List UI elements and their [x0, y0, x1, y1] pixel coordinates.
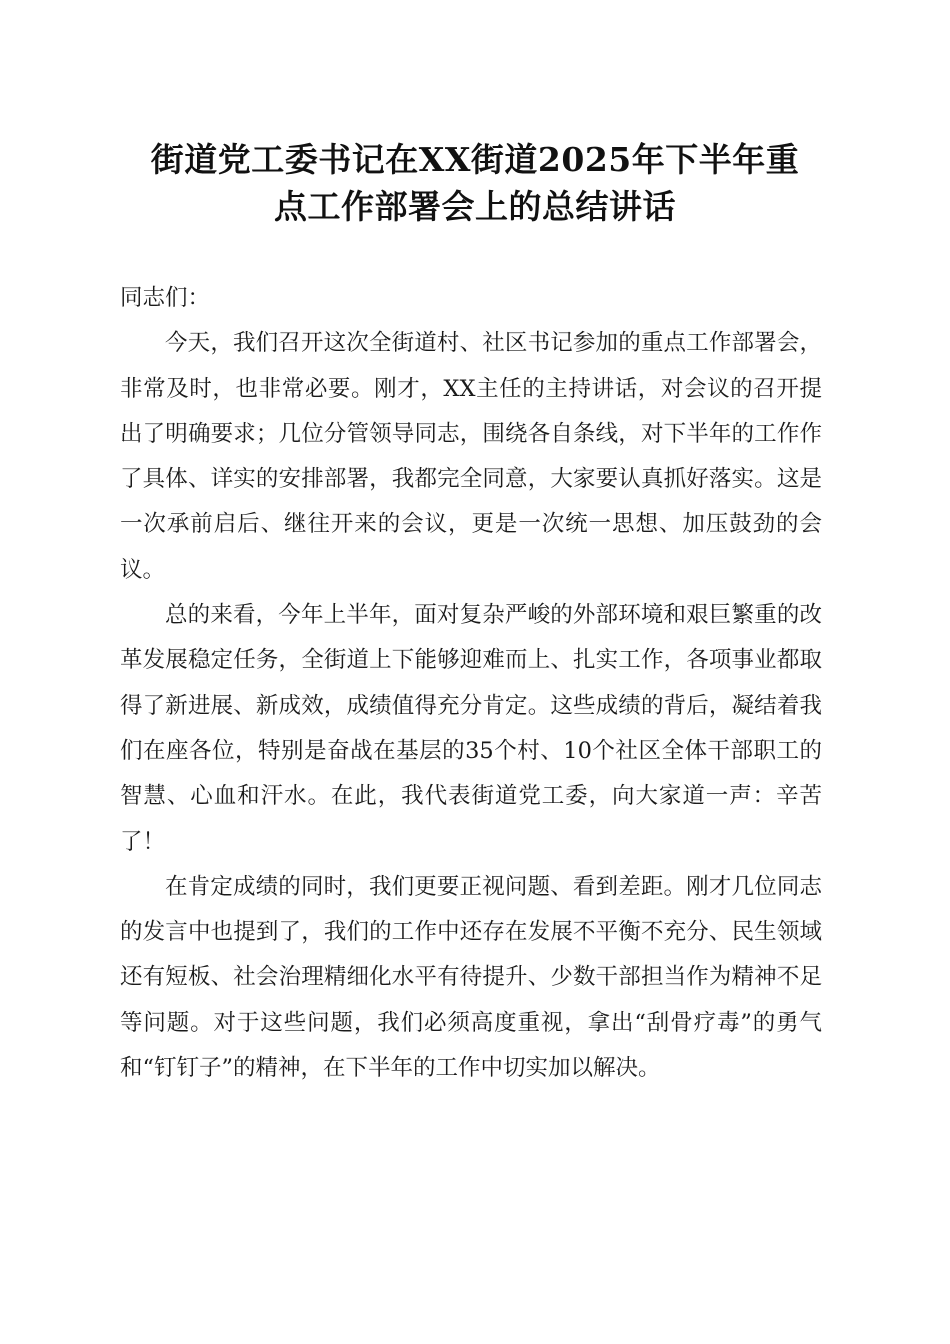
paragraph-problems: 在肯定成绩的同时，我们更要正视问题、看到差距。刚才几位同志的发言中也提到了，我们的工作中还存在发展不平衡不充分、民生领域还有短板、社会治理精细化水平有待提升、少数干部担当作为精神不足等问题。对于这些问题，我们必须高度重视，拿出“刮骨疗毒”的勇气和“钉钉子”的精神，在下半年的工作中切实加以解决。 — [120, 873, 822, 1082]
paragraph-achievements: 总的来看，今年上半年，面对复杂严峻的外部环境和艰巨繁重的改革发展稳定任务，全街道上下能够迎难而上、扎实工作，各项事业都取得了新进展、新成效，成绩值得充分肯定。这些成绩的背后，凝结着我们在座各位，特别是奋战在基层的35个村、10个社区全体干部职工的智慧、心血和汗水。在此，我代表街道党工委，向大家道一声：辛苦了！ — [120, 602, 822, 855]
title-line-1: 街道党工委书记在XX街道2025年下半年重 — [150, 140, 800, 179]
document-title — [100, 136, 850, 230]
salutation: 同志们： — [120, 285, 211, 311]
paragraph-opening: 今天，我们召开这次全街道村、社区书记参加的重点工作部署会，非常及时，也非常必要。刚才，XX主任的主持讲话，对会议的召开提出了明确要求；几位分管领导同志，围绕各自条线，对下半年的工作作了具体、详实的安排部署，我都完全同意，大家要认真抓好落实。这是一次承前启后、继往开来的会议，更是一次统一思想、加压鼓劲的会议。 — [120, 330, 822, 583]
document-body — [120, 276, 822, 1091]
title-line-2: 点工作部署会上的总结讲话 — [274, 187, 676, 226]
